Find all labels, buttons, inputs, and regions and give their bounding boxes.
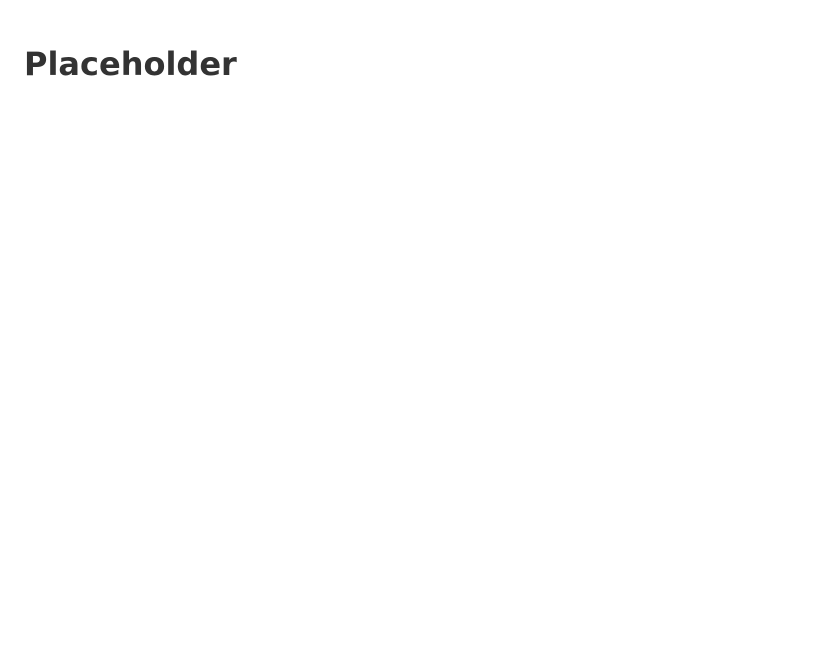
preview-title: Placeholder: [24, 45, 237, 84]
preview-root: [0, 0, 839, 129]
